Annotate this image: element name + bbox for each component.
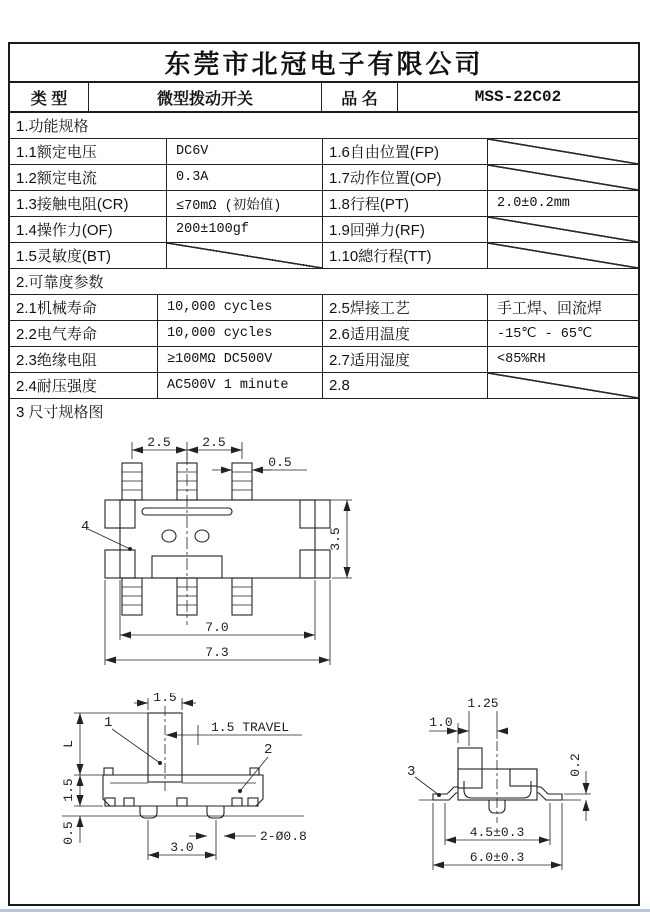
spec-value: -15℃ - 65℃ [497,327,593,342]
spec-label: 1.7动作位置(OP) [323,165,488,190]
datasheet-table [8,42,640,906]
table-row [10,347,638,373]
spec-value: 0.3A [167,165,323,190]
spec-label: 2.5焊接工艺 [323,295,488,320]
spec-label: 2.6适用温度 [323,321,488,346]
table-row [10,191,638,217]
dim-pin-pitch-1: 2.5 [147,435,171,450]
callout-1: 1 [104,715,113,731]
spec-label: 2.2电气寿命 [10,321,158,346]
dim-body-height: 1.5 [61,778,76,802]
spec-label: 1.4操作力(OF) [10,217,167,242]
part-number: MSS-22C02 [474,88,562,106]
spec-label: 1.8行程(PT) [323,191,488,216]
name-label: 品 名 [322,83,398,111]
spec-label: 1.6自由位置(FP) [323,139,488,164]
dim-lead-thickness: 0.2 [568,753,583,777]
spec-value: 2.0±0.2mm [497,196,570,211]
spec-value-empty [167,243,323,268]
table-row [10,217,638,243]
dim-pin-width: 0.5 [268,455,292,470]
spec-value: 10,000 cycles [158,295,323,320]
dim-body-height: 3.5 [328,527,343,551]
spec-label: 2.3绝缘电阻 [10,347,158,372]
spec-value: 200±100gf [167,217,323,242]
side-view-drawing [395,693,645,893]
spec-label: 1.2额定电流 [10,165,167,190]
dim-body-width: 7.0 [205,620,229,635]
dimension-drawings [10,423,638,904]
dim-knob-height-L: L [61,740,76,748]
table-row [10,373,638,399]
spec-value: 10,000 cycles [158,321,323,346]
section2-title: 2.可靠度参数 [10,269,638,295]
dim-overall-width: 6.0±0.3 [469,850,525,865]
spec-label: 1.10總行程(TT) [323,243,488,268]
dim-knob-offset: 1.0 [429,715,453,730]
spec-label: 2.8 [323,373,488,398]
dim-standoff: 0.5 [61,821,76,845]
spec-value-empty [488,139,638,164]
dim-overall-width: 7.3 [205,645,229,660]
callout-3: 3 [407,764,416,780]
spec-value: DC6V [167,139,323,164]
dim-body-width: 4.5±0.3 [469,825,525,840]
spec-label: 2.4耐压强度 [10,373,158,398]
header-row [10,83,638,113]
dim-pin-pitch: 3.0 [170,840,194,855]
spec-label: 1.9回弹力(RF) [323,217,488,242]
spec-value-empty [488,373,638,398]
page-footer-rule [0,909,650,912]
spec-label: 1.3接触电阻(CR) [10,191,167,216]
callout-4: 4 [81,519,90,535]
dim-travel: 1.5 TRAVEL [210,720,290,735]
dim-knob-width: 1.25 [467,696,499,711]
spec-label: 1.1额定电压 [10,139,167,164]
table-row [10,321,638,347]
front-view-drawing [60,693,340,893]
spec-value: <85%RH [497,352,546,367]
callout-2: 2 [264,742,273,758]
section1-title: 1.功能规格 [10,113,638,139]
dim-pin-pitch-2: 2.5 [202,435,226,450]
top-view-drawing [75,425,375,675]
table-row [10,139,638,165]
dim-pin-diameter: 2-Ø0.8 [260,829,307,844]
company-title: 东莞市北冠电子有限公司 [10,44,638,83]
section3-title: 3 尺寸规格图 [16,403,104,421]
table-row [10,165,638,191]
spec-value-empty [488,243,638,268]
spec-label: 2.1机械寿命 [10,295,158,320]
dim-knob-width: 1.5 [153,693,177,705]
spec-value: ≥100MΩ DC500V [158,347,323,372]
spec-value: AC500V 1 minute [158,373,323,398]
type-value: 微型拨动开关 [89,83,322,111]
spec-value-empty [488,165,638,190]
spec-value-empty [488,217,638,242]
spec-label: 1.5灵敏度(BT) [10,243,167,268]
table-row [10,243,638,269]
type-label: 类 型 [10,83,89,111]
spec-value: 手工焊、回流焊 [497,300,603,317]
spec-value: ≤70mΩ (初始值) [167,191,323,216]
table-row [10,295,638,321]
spec-label: 2.7适用湿度 [323,347,488,372]
